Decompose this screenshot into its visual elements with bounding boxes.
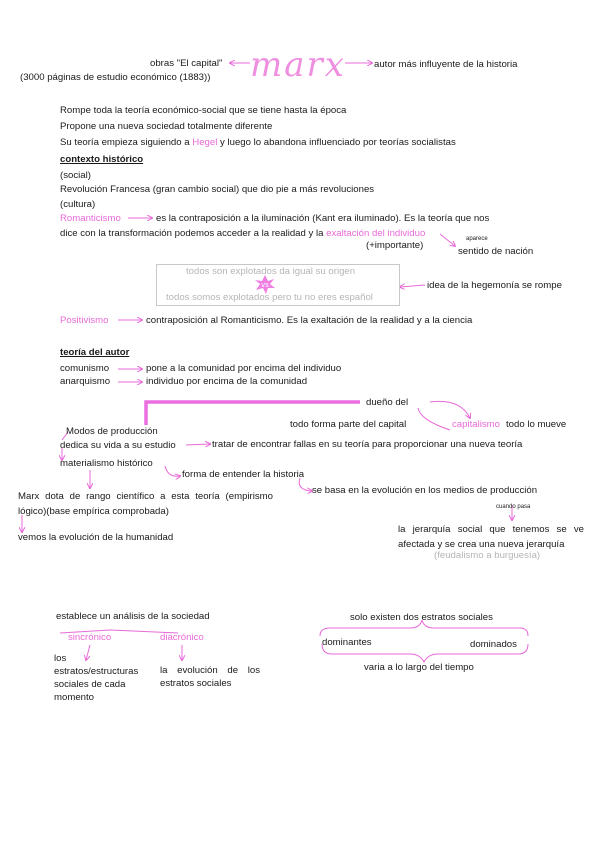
exaltacion-highlight: exaltación del individuo <box>326 228 426 239</box>
positivismo-text: contraposición al Romanticismo. Es la exaltación de la realidad y a la ciencia <box>146 315 473 326</box>
intro-line-3c: y luego lo abandona influenciado por teorías socialistas <box>217 137 456 148</box>
social-text: (social) <box>60 170 91 181</box>
dominantes-text: dominantes <box>322 637 372 648</box>
dos-estratos-text: solo existen dos estratos sociales <box>350 612 493 623</box>
intro-line-1: Rompe toda la teoría económico-social que se tiene hasta la época <box>60 105 347 116</box>
arrow <box>186 444 210 445</box>
dedica-text: dedica su vida a su estudio <box>60 440 176 451</box>
forma-text: forma de entender la historia <box>182 469 305 480</box>
obras-text: obras "El capital" <box>150 58 223 69</box>
dueno-text: dueño del <box>366 397 409 408</box>
paginas-text: (3000 páginas de estudio económico (1883)) <box>20 72 211 83</box>
arrow <box>400 285 425 287</box>
box-text-1: todos son explotados da igual su origen <box>186 266 356 277</box>
romanticismo-label: Romanticismo <box>60 213 121 224</box>
modos-text: Modos de producción <box>66 426 158 437</box>
anarquismo-label: anarquismo <box>60 376 111 387</box>
arrow <box>440 234 455 246</box>
romanticismo-text-1: es la contraposición a la iluminación (Kant era iluminado). Es la teoría que nos <box>156 213 490 224</box>
dominados-text: dominados <box>470 639 517 650</box>
revolucion-text: Revolución Francesa (gran cambio social) que dio pie a más revoluciones <box>60 184 375 195</box>
diacronico-label: diacrónico <box>160 632 204 643</box>
fallas-text: tratar de encontrar fallas en su teoría para proporcionar una nueva teoría <box>212 439 523 450</box>
sincronico-label: sincrónico <box>68 632 112 643</box>
comunismo-text: pone a la comunidad por encima del individuo <box>146 363 342 374</box>
page-title: marx <box>250 45 346 85</box>
autor-text: autor más influyente de la historia <box>374 59 518 70</box>
hegemonia-text: idea de la hegemonía se rompe <box>427 280 562 291</box>
teoria-heading: teoría del autor <box>60 347 130 358</box>
materialismo-text: materialismo histórico <box>60 458 153 469</box>
arrow <box>165 466 180 476</box>
vemos-text: vemos la evolución de la humanidad <box>18 532 174 543</box>
capital-line-text: todo forma parte del capital <box>290 419 407 430</box>
estratos-text: los estratos/estructuras sociales de cada momento <box>54 653 139 703</box>
cuando-pasa-text: cuando pasa <box>496 504 531 510</box>
arrow <box>418 408 450 430</box>
nacion-text: sentido de nación <box>458 246 534 257</box>
capitalismo-highlight: capitalismo <box>452 419 500 430</box>
importante-text: (+importante) <box>366 240 424 251</box>
cultura-text: (cultura) <box>60 199 96 210</box>
box-text-2: todos somos explotados pero tu no eres español <box>166 292 373 303</box>
mueve-text: todo lo mueve <box>506 419 567 430</box>
comunismo-label: comunismo <box>60 363 110 374</box>
evolucion-text: se basa en la evolución en los medios de producción <box>312 485 538 496</box>
analisis-text: establece un análisis de la sociedad <box>56 611 210 622</box>
romanticismo-text-2a: dice con la transformación podemos acceder a la realidad y la <box>60 228 327 239</box>
intro-line-3 <box>60 137 456 149</box>
aparece-text: aparece <box>466 236 488 242</box>
contexto-heading: contexto histórico <box>60 154 144 165</box>
arrow <box>430 401 470 418</box>
intro-line-2: Propone una nueva sociedad totalmente diferente <box>60 121 273 132</box>
evol-estratos-text: la evolución de los estratos sociales <box>160 665 260 689</box>
svg-text:vs: vs <box>261 281 269 289</box>
jerarquia-text: la jerarquía social que tenemos se ve afectada y se crea una nueva jerarquía <box>398 524 584 550</box>
hegel-highlight: Hegel <box>192 137 218 148</box>
positivismo-label: Positivismo <box>60 315 109 326</box>
feudalismo-text: (feudalismo a burguesía) <box>434 550 541 561</box>
romanticismo-text-2 <box>60 228 425 240</box>
anarquismo-text: individuo por encima de la comunidad <box>146 376 308 387</box>
varia-text: varia a lo largo del tiempo <box>364 662 474 673</box>
intro-line-3a: Su teoría empieza siguiendo a <box>60 137 193 148</box>
cientifico-text: Marx dota de rango científico a esta teoría (empirismo lógico)(base empírica comprobada) <box>18 491 273 517</box>
